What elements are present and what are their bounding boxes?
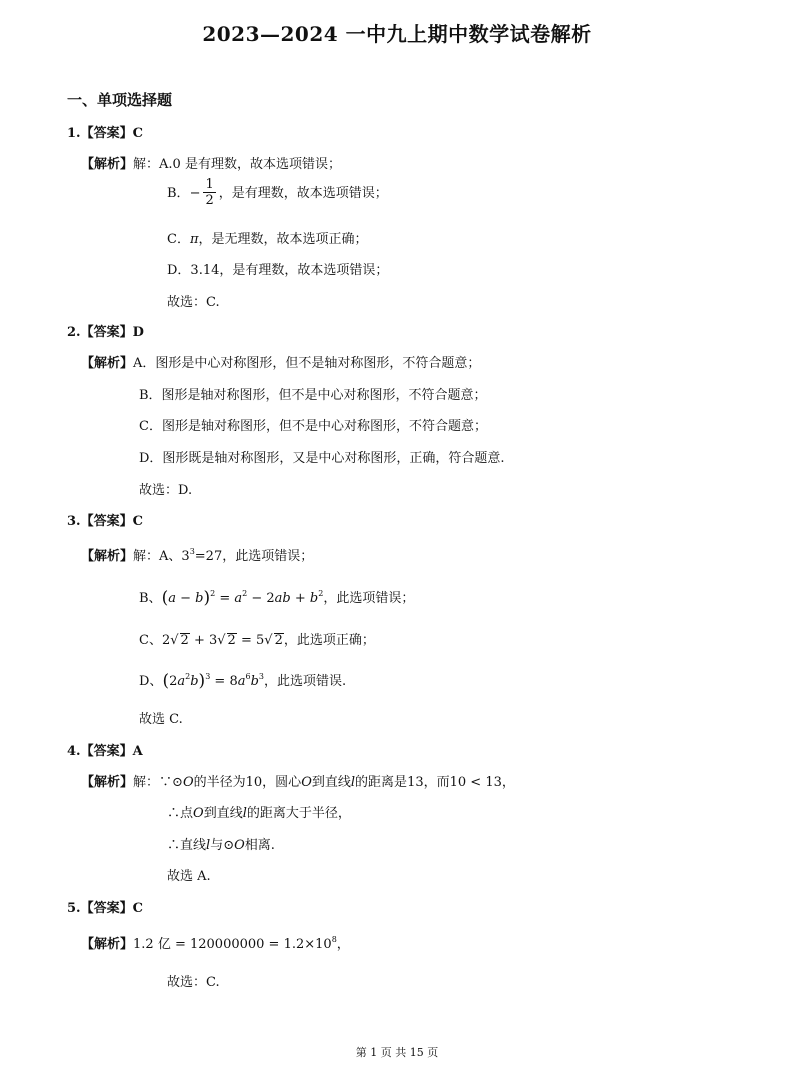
q1-analysis-line-a: 【解析】解：A.0 是有理数，故本选项错误；: [81, 157, 341, 172]
page-footer: 第 1 页 共 15 页: [355, 1046, 439, 1059]
math-expression: $(2a^2b)^3 = 8a^6b^3$: [162, 671, 264, 691]
q4-analysis-line-a: 【解析】解：∵⊙O的半径为10，圆心O到直线l的距离是13，而10 < 13，: [81, 775, 515, 790]
q1-analysis-line-c: C．π，是无理数，故本选项正确；: [167, 232, 368, 247]
q1-choose: 故选：C.: [167, 295, 220, 310]
q1-analysis-line-b: B．− $\frac{1}{2}$ ，是有理数，故本选项错误；: [167, 177, 388, 208]
q2-analysis-line-a: 【解析】A．图形是中心对称图形，但不是轴对称图形，不符合题意；: [81, 356, 481, 371]
q3-analysis-line-d: D、$(2a^2b)^3 = 8a^6b^3$，此选项错误.: [139, 671, 347, 691]
q1-answer: 1.【答案】C: [67, 126, 143, 141]
q4-choose: 故选 A.: [167, 869, 211, 884]
q4-answer: 4.【答案】A: [67, 744, 143, 759]
q2-analysis-line-d: D．图形既是轴对称图形，又是中心对称图形，正确，符合题意.: [139, 451, 505, 466]
math-expression: ⊙O: [223, 838, 245, 853]
q3-analysis-line-a: 【解析】解：A、$3^3=27$，此选项错误；: [81, 547, 314, 564]
q2-choose: 故选：D.: [139, 483, 193, 498]
q5-answer: 5.【答案】C: [67, 901, 143, 916]
q2-analysis-line-b: B．图形是轴对称图形，但不是中心对称图形，不符合题意；: [139, 388, 487, 403]
math-expression: $(a - b)^2 = a^2 - 2ab + b^2$: [161, 588, 324, 608]
page-title: 2023—2024 一中九上期中数学试卷解析: [202, 22, 592, 46]
q3-choose: 故选 C.: [139, 712, 183, 727]
math-expression: 10 < 13: [449, 775, 502, 790]
q5-analysis-line-a: 【解析】1.2 亿 = $120000000 = 1.2\times 10^8$，: [81, 935, 350, 952]
q2-answer: 2.【答案】D: [67, 325, 144, 340]
fraction: $\frac{1}{2}$: [205, 177, 214, 208]
q4-analysis-line-c: ∴直线l与⊙O相离.: [167, 838, 275, 853]
q5-choose: 故选：C.: [167, 975, 220, 990]
q3-analysis-line-b: B、$(a - b)^2 = a^2 - 2ab + b^2$，此选项错误；: [139, 588, 415, 608]
math-expression: $3^3=27$: [181, 547, 223, 564]
math-expression: ⊙O: [172, 775, 194, 790]
q3-analysis-line-c: C、2√ 2 + 3√ 2 = 5√ 2，此选项正确；: [139, 633, 375, 648]
math-expression: = $120000000 = 1.2\times 10^8$: [170, 935, 337, 952]
q3-answer: 3.【答案】C: [67, 514, 143, 529]
math-expression: 2√ 2 + 3√ 2 = 5√ 2: [161, 633, 283, 648]
section-heading: 一、单项选择题: [67, 91, 173, 109]
q1-analysis-line-d: D．3.14，是有理数，故本选项错误；: [167, 263, 389, 278]
q2-analysis-line-c: C．图形是轴对称图形，但不是中心对称图形，不符合题意；: [139, 419, 487, 434]
q4-analysis-line-b: ∴点O到直线l的距离大于半径，: [167, 806, 351, 821]
